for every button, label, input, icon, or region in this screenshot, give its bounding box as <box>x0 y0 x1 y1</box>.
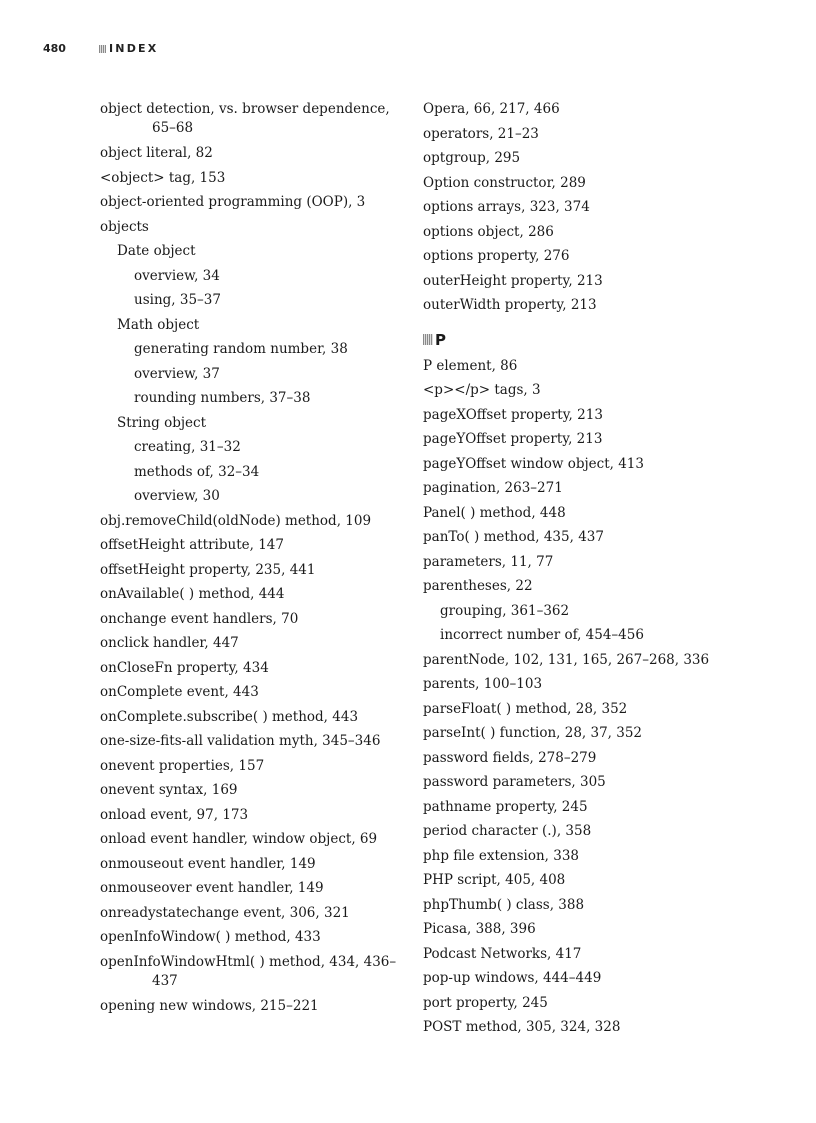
index-subentry: incorrect number of, 454–456 <box>440 627 644 643</box>
index-entry: parameters, 11, 77 <box>423 553 554 570</box>
index-entry: outerWidth property, 213 <box>423 297 597 313</box>
header-mark-icon <box>99 45 106 53</box>
index-entry: optgroup, 295 <box>423 150 521 166</box>
index-subentry: Math object <box>117 316 200 333</box>
index-entry: options property, 276 <box>423 248 570 264</box>
index-entry: phpThumb( ) class, 388 <box>423 896 585 913</box>
index-entry: P element, 86 <box>423 357 518 374</box>
index-entry: offsetHeight property, 235, 441 <box>100 561 316 578</box>
index-entry: onAvailable( ) method, 444 <box>100 586 285 602</box>
index-entry: objects <box>100 218 149 235</box>
index-subentry: generating random number, 38 <box>134 341 348 357</box>
index-subentry: rounding numbers, 37–38 <box>134 390 311 406</box>
index-entry: Option constructor, 289 <box>423 174 586 191</box>
index-entry: onchange event handlers, 70 <box>100 610 299 627</box>
index-entry: panTo( ) method, 435, 437 <box>423 529 604 545</box>
index-entry: <p></p> tags, 3 <box>423 382 541 398</box>
section-heading-letter: P <box>435 330 446 349</box>
index-group-o <box>423 97 753 318</box>
index-entry: onComplete.subscribe( ) method, 443 <box>100 708 359 725</box>
index-entry: password fields, 278–279 <box>423 749 597 766</box>
index-subentry: creating, 31–32 <box>134 439 241 455</box>
index-entry: pageYOffset property, 213 <box>423 431 603 447</box>
index-entry: pop-up windows, 444–449 <box>423 970 602 986</box>
index-entry: one-size-fits-all validation myth, 345–346 <box>100 733 381 749</box>
index-entry: POST method, 305, 324, 328 <box>423 1019 621 1035</box>
index-entry: onmouseout event handler, 149 <box>100 855 316 872</box>
index-entry: period character (.), 358 <box>423 823 592 839</box>
index-entry: offsetHeight attribute, 147 <box>100 537 284 553</box>
index-entry: Picasa, 388, 396 <box>423 921 536 937</box>
index-entry: pagination, 263–271 <box>423 480 563 496</box>
index-entry: opening new windows, 215–221 <box>100 997 319 1014</box>
index-entry: onload event handler, window object, 69 <box>100 831 378 847</box>
index-column-right <box>423 97 753 1040</box>
index-entry: object literal, 82 <box>100 145 213 161</box>
index-entry: onevent properties, 157 <box>100 757 265 774</box>
index-entry: Panel( ) method, 448 <box>423 504 566 521</box>
index-entry: object-oriented programming (OOP), 3 <box>100 194 366 210</box>
index-entry: options object, 286 <box>423 223 554 240</box>
index-entry: port property, 245 <box>423 994 548 1011</box>
index-entry: parentNode, 102, 131, 165, 267–268, 336 <box>423 651 710 668</box>
index-entry: parseFloat( ) method, 28, 352 <box>423 700 628 717</box>
index-subentry: using, 35–37 <box>134 292 221 308</box>
index-entry: parseInt( ) function, 28, 37, 352 <box>423 725 643 741</box>
index-entry: parentheses, 22 <box>423 578 533 594</box>
index-entry: outerHeight property, 213 <box>423 272 603 289</box>
index-entry: pathname property, 245 <box>423 798 588 815</box>
index-subentry: Date object <box>117 243 196 259</box>
header-title: INDEX <box>109 42 159 55</box>
index-entry: onreadystatechange event, 306, 321 <box>100 904 350 921</box>
section-heading-p <box>423 330 753 350</box>
section-mark-icon <box>423 334 433 345</box>
index-subentry: grouping, 361–362 <box>440 602 570 619</box>
index-entry: parents, 100–103 <box>423 676 543 692</box>
index-entry: options arrays, 323, 374 <box>423 199 590 215</box>
index-subentry: overview, 34 <box>134 267 220 284</box>
index-entry: openInfoWindowHtml( ) method, 434, 436–437 <box>100 953 397 989</box>
index-entry: password parameters, 305 <box>423 774 606 790</box>
index-entry: openInfoWindow( ) method, 433 <box>100 929 321 945</box>
index-entry: Opera, 66, 217, 466 <box>423 101 560 117</box>
index-entry: <object> tag, 153 <box>100 169 226 186</box>
index-entry: onmouseover event handler, 149 <box>100 880 324 896</box>
index-entry: pageXOffset property, 213 <box>423 406 603 423</box>
index-entry: onevent syntax, 169 <box>100 782 238 798</box>
index-column-left <box>100 97 400 1018</box>
index-entry: pageYOffset window object, 413 <box>423 455 644 472</box>
index-entry: php file extension, 338 <box>423 847 580 864</box>
index-entry: onclick handler, 447 <box>100 635 239 651</box>
index-entry: onload event, 97, 173 <box>100 806 249 823</box>
page-number: 480 <box>43 42 66 55</box>
index-subentry: overview, 30 <box>134 488 220 504</box>
index-entry: Podcast Networks, 417 <box>423 945 582 962</box>
index-group-p <box>423 354 753 1040</box>
index-entry: object detection, vs. browser dependence, 65–68 <box>100 101 390 136</box>
index-entry: operators, 21–23 <box>423 125 539 142</box>
index-subentry: methods of, 32–34 <box>134 463 260 480</box>
index-entry: onCloseFn property, 434 <box>100 659 269 676</box>
index-entry: PHP script, 405, 408 <box>423 872 566 888</box>
index-entry: obj.removeChild(oldNode) method, 109 <box>100 512 372 529</box>
index-subentry: String object <box>117 414 207 431</box>
index-subentry: overview, 37 <box>134 365 220 382</box>
index-entry: onComplete event, 443 <box>100 684 259 700</box>
running-header <box>43 42 158 55</box>
